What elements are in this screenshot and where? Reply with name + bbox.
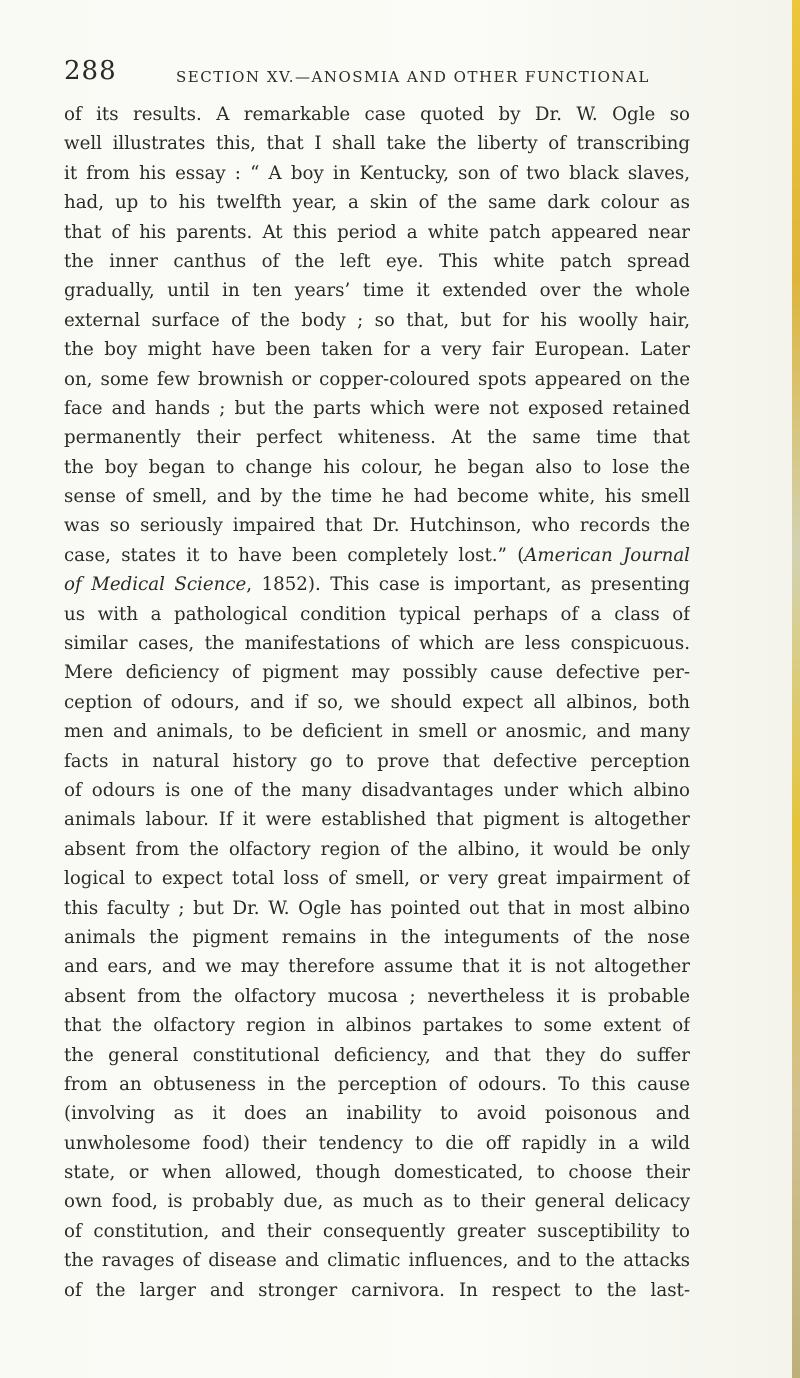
text-line: the boy began to change his colour, he began also to lose the [64, 456, 690, 478]
page-number: 288 [64, 56, 117, 86]
text-line: animals the pigment remains in the integuments of the nose [64, 926, 690, 948]
text-line: own food, is probably due, as much as to their general delicacy [64, 1191, 690, 1213]
text-line: men and animals, to be deficient in smell or anosmic, and many [64, 721, 690, 743]
text-line-with-citation [64, 570, 690, 599]
text-line: sense of smell, and by the time he had become white, his smell [64, 486, 690, 508]
text-line: of odours is one of the many disadvantages under which albino [64, 779, 690, 801]
text-line: it from his essay : “ A boy in Kentucky, son of two black slaves, [64, 162, 690, 184]
line-text: This case is important, as presenting [330, 574, 690, 596]
text-line: and ears, and we may therefore assume that it is not altogether [64, 956, 690, 978]
text-line: was so seriously impaired that Dr. Hutchinson, who records the [64, 515, 690, 537]
text-line: the ravages of disease and climatic influences, and to the attacks [64, 1250, 690, 1272]
text-line: had, up to his twelfth year, a skin of the same dark colour as [64, 192, 690, 214]
text-line: state, or when allowed, though domesticated, to choose their [64, 1162, 690, 1184]
page-edge-decoration [792, 0, 800, 1378]
text-line: external surface of the body ; so that, but for his woolly hair, [64, 309, 690, 331]
journal-title: American Journal [524, 544, 690, 566]
text-line: the general constitutional deficiency, and that they do suffer [64, 1044, 690, 1066]
text-line: logical to expect total loss of smell, or very great impairment of [64, 868, 690, 890]
text-line: (involving as it does an inability to avoid poisonous and [64, 1103, 690, 1125]
text-line: ception of odours, and if so, we should expect all albinos, both [64, 691, 690, 713]
text-line: from an obtuseness in the perception of odours. To this cause [64, 1073, 690, 1095]
journal-title-cont: of Medical Science [64, 574, 247, 596]
body-text [64, 100, 690, 1305]
text-line: face and hands ; but the parts which were not exposed retained [64, 397, 690, 419]
text-line: gradually, until in ten years’ time it extended over the whole [64, 280, 690, 302]
text-line: the inner canthus of the left eye. This white patch spread [64, 250, 690, 272]
text-line: the boy might have been taken for a very fair European. Later [64, 339, 690, 361]
text-line: Mere deficiency of pigment may possibly cause defective per- [64, 662, 690, 684]
text-line: this faculty ; but Dr. W. Ogle has pointed out that in most albino [64, 897, 690, 919]
text-line: facts in natural history go to prove that defective perception [64, 750, 690, 772]
text-line-with-citation [64, 541, 690, 570]
text-line: absent from the olfactory region of the albino, it would be only [64, 838, 690, 860]
text-line: that the olfactory region in albinos partakes to some extent of [64, 1015, 690, 1037]
text-line: unwholesome food) their tendency to die off rapidly in a wild [64, 1132, 690, 1154]
text-line: well illustrates this, that I shall take the liberty of transcribing [64, 133, 690, 155]
page-header [64, 56, 684, 90]
text-line: us with a pathological condition typical perhaps of a class of [64, 603, 690, 625]
text-line: of the larger and stronger carnivora. In respect to the last- [64, 1279, 690, 1301]
text-line: animals labour. If it were established that pigment is altogether [64, 809, 690, 831]
text-line: similar cases, the manifestations of which are less conspicuous. [64, 633, 690, 655]
line-text: case, states it to have been completely lost.” [64, 544, 507, 566]
running-head: SECTION XV.—ANOSMIA AND OTHER FUNCTIONAL [176, 68, 650, 86]
text-line: of constitution, and their consequently greater susceptibility to [64, 1220, 690, 1242]
citation-paren: ( [517, 544, 525, 566]
text-line: of its results. A remarkable case quoted by Dr. W. Ogle so [64, 104, 690, 125]
text-line: that of his parents. At this period a white patch appeared near [64, 221, 690, 243]
text-line: absent from the olfactory mucosa ; nevertheless it is probable [64, 985, 690, 1007]
text-line: on, some few brownish or copper-coloured spots appeared on the [64, 368, 690, 390]
citation-year: , 1852). [246, 574, 321, 596]
text-line: permanently their perfect whiteness. At the same time that [64, 427, 690, 449]
